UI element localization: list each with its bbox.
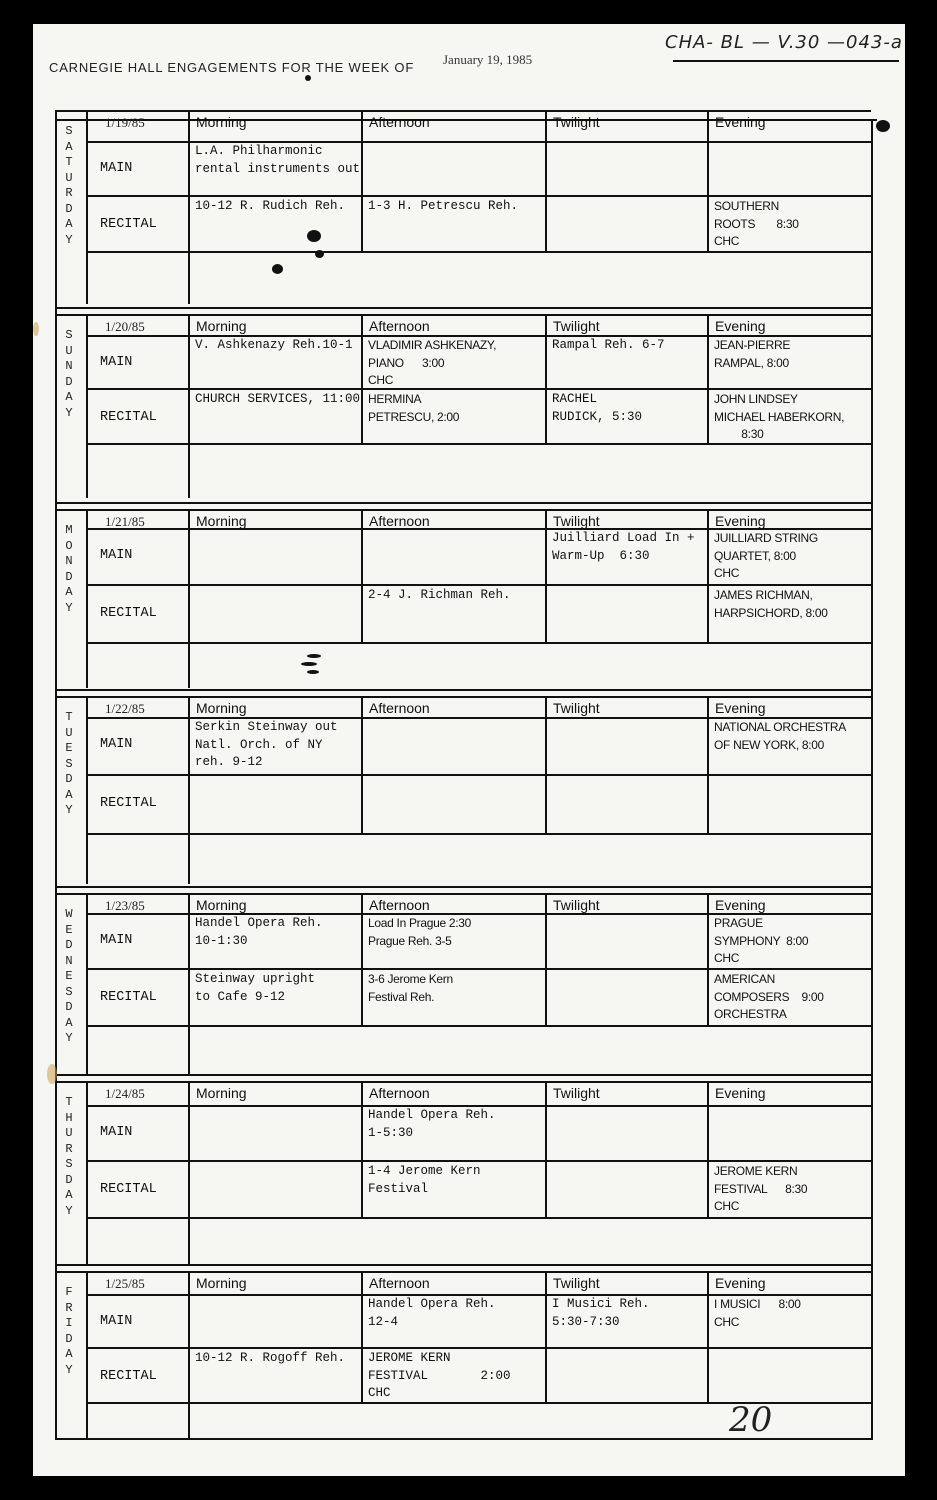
main-evening-cell: JUILLIARD STRING QUARTET, 8:00 CHC bbox=[714, 531, 818, 580]
recital-afternoon-cell: 1-3 H. Petrescu Reh. bbox=[368, 199, 519, 213]
grid-line bbox=[707, 316, 709, 443]
ink-blot bbox=[301, 662, 317, 666]
day-date: 1/24/85 bbox=[105, 1086, 145, 1101]
recital-evening-cell: SOUTHERN ROOTS 8:30 CHC bbox=[714, 199, 799, 248]
slot-heading-afternoon: Afternoon bbox=[369, 700, 430, 716]
slot-heading-morning: Morning bbox=[196, 318, 247, 334]
day-name: F R I D A Y bbox=[65, 1285, 73, 1377]
grid-line bbox=[86, 968, 871, 970]
grid-line bbox=[188, 509, 190, 688]
grid-line bbox=[55, 110, 871, 112]
row-label-main: MAIN bbox=[100, 355, 133, 370]
grid-line bbox=[55, 1271, 871, 1273]
slot-heading-twilight: Twilight bbox=[553, 1085, 600, 1101]
main-evening-cell: NATIONAL ORCHESTRA OF NEW YORK, 8:00 bbox=[714, 720, 846, 752]
grid-line bbox=[55, 1264, 871, 1266]
grid-line bbox=[707, 112, 709, 251]
slot-heading-afternoon: Afternoon bbox=[369, 1275, 430, 1291]
ink-blot bbox=[307, 670, 319, 674]
grid-line bbox=[707, 1083, 709, 1217]
grid-line bbox=[361, 895, 363, 1025]
paper-stain bbox=[33, 322, 39, 336]
code-underline bbox=[673, 60, 899, 62]
recital-afternoon-cell: 2-4 J. Richman Reh. bbox=[368, 588, 511, 602]
day-date: 1/23/85 bbox=[105, 898, 145, 913]
slot-heading-morning: Morning bbox=[196, 1085, 247, 1101]
schedule-sheet bbox=[33, 24, 905, 1476]
main-twilight-cell: Rampal Reh. 6-7 bbox=[552, 338, 665, 352]
main-twilight-cell: I Musici Reh. 5:30-7:30 bbox=[552, 1297, 650, 1329]
page-number: 20 bbox=[729, 1400, 773, 1440]
grid-line bbox=[545, 698, 547, 833]
slot-heading-evening: Evening bbox=[715, 318, 766, 334]
recital-evening-cell: JEROME KERN FESTIVAL 8:30 CHC bbox=[714, 1164, 808, 1213]
row-label-recital: RECITAL bbox=[100, 1182, 157, 1197]
grid-line bbox=[55, 1081, 871, 1083]
grid-line bbox=[86, 1271, 88, 1438]
slot-heading-twilight: Twilight bbox=[553, 700, 600, 716]
row-label-main: MAIN bbox=[100, 1314, 133, 1329]
grid-line bbox=[86, 893, 88, 1076]
grid-line bbox=[55, 893, 871, 895]
day-name: W E D N E S D A Y bbox=[65, 907, 73, 1045]
slot-heading-evening: Evening bbox=[715, 1085, 766, 1101]
row-label-main: MAIN bbox=[100, 737, 133, 752]
main-afternoon-cell: Handel Opera Reh. 1-5:30 bbox=[368, 1108, 496, 1140]
grid-line bbox=[545, 1083, 547, 1217]
ink-blot bbox=[305, 75, 311, 81]
recital-evening-cell: JAMES RICHMAN, HARPSICHORD, 8:00 bbox=[714, 588, 828, 620]
grid-line bbox=[55, 502, 871, 504]
recital-afternoon-cell: 3-6 Jerome Kern Festival Reh. bbox=[368, 972, 453, 1004]
slot-heading-afternoon: Afternoon bbox=[369, 513, 430, 529]
grid-line bbox=[188, 1081, 190, 1264]
main-morning-cell: Serkin Steinway out Natl. Orch. of NY reh. 9-12 bbox=[195, 720, 338, 769]
row-label-main: MAIN bbox=[100, 933, 133, 948]
slot-heading-morning: Morning bbox=[196, 1275, 247, 1291]
recital-morning-cell: 10-12 R. Rudich Reh. bbox=[195, 199, 346, 213]
grid-line bbox=[86, 1347, 871, 1349]
slot-heading-evening: Evening bbox=[715, 897, 766, 913]
grid-line bbox=[361, 511, 363, 642]
grid-line bbox=[188, 893, 190, 1076]
grid-line bbox=[545, 1273, 547, 1402]
grid-line bbox=[545, 511, 547, 642]
slot-heading-twilight: Twilight bbox=[553, 1275, 600, 1291]
row-label-main: MAIN bbox=[100, 161, 133, 176]
grid-line bbox=[361, 316, 363, 443]
slot-heading-twilight: Twilight bbox=[553, 318, 600, 334]
recital-evening-cell: AMERICAN COMPOSERS 9:00 ORCHESTRA bbox=[714, 972, 824, 1021]
main-morning-cell: V. Ashkenazy Reh.10-1 bbox=[195, 338, 353, 352]
grid-line bbox=[545, 316, 547, 443]
grid-line bbox=[86, 584, 871, 586]
row-label-recital: RECITAL bbox=[100, 606, 157, 621]
slot-heading-twilight: Twilight bbox=[553, 897, 600, 913]
row-label-recital: RECITAL bbox=[100, 796, 157, 811]
ink-blot bbox=[307, 230, 321, 242]
grid-line bbox=[55, 314, 871, 316]
archive-code: CHA- BL — V.30 —043-a bbox=[665, 32, 903, 53]
day-date: 1/19/85 bbox=[105, 115, 145, 130]
grid-line bbox=[86, 195, 871, 197]
grid-line bbox=[361, 698, 363, 833]
ink-blot bbox=[272, 264, 283, 274]
recital-twilight-cell: RACHEL RUDICK, 5:30 bbox=[552, 392, 643, 424]
grid-line bbox=[55, 509, 871, 511]
grid-line bbox=[707, 1273, 709, 1402]
row-label-recital: RECITAL bbox=[100, 410, 157, 425]
slot-heading-morning: Morning bbox=[196, 700, 247, 716]
slot-heading-morning: Morning bbox=[196, 114, 247, 130]
grid-line bbox=[86, 110, 88, 304]
slot-heading-evening: Evening bbox=[715, 114, 766, 130]
grid-line bbox=[545, 895, 547, 1025]
row-label-main: MAIN bbox=[100, 548, 133, 563]
row-label-recital: RECITAL bbox=[100, 217, 157, 232]
grid-line bbox=[871, 119, 873, 1440]
grid-line bbox=[55, 886, 871, 888]
recital-afternoon-cell: 1-4 Jerome Kern Festival bbox=[368, 1164, 481, 1196]
main-afternoon-cell: VLADIMIR ASHKENAZY, PIANO 3:00 CHC bbox=[368, 338, 497, 387]
slot-heading-morning: Morning bbox=[196, 897, 247, 913]
week-date: January 19, 1985 bbox=[443, 52, 533, 67]
grid-line bbox=[361, 112, 363, 251]
grid-line bbox=[707, 895, 709, 1025]
slot-heading-twilight: Twilight bbox=[553, 513, 600, 529]
grid-line bbox=[86, 1217, 871, 1219]
main-evening-cell: PRAGUE SYMPHONY 8:00 CHC bbox=[714, 916, 809, 965]
row-label-recital: RECITAL bbox=[100, 990, 157, 1005]
main-morning-cell: Handel Opera Reh. 10-1:30 bbox=[195, 916, 323, 948]
slot-heading-morning: Morning bbox=[196, 513, 247, 529]
row-label-main: MAIN bbox=[100, 1125, 133, 1140]
grid-line bbox=[86, 642, 871, 644]
grid-line bbox=[55, 307, 871, 309]
paper-stain bbox=[47, 1064, 57, 1084]
row-label-recital: RECITAL bbox=[100, 1369, 157, 1384]
day-name: S U N D A Y bbox=[65, 328, 73, 420]
grid-line bbox=[86, 251, 871, 253]
slot-heading-afternoon: Afternoon bbox=[369, 114, 430, 130]
day-name: S A T U R D A Y bbox=[65, 124, 73, 247]
grid-line bbox=[361, 1083, 363, 1217]
grid-line bbox=[188, 1271, 190, 1438]
day-name: M O N D A Y bbox=[65, 523, 73, 615]
slot-heading-twilight: Twilight bbox=[553, 114, 600, 130]
day-name: T U E S D A Y bbox=[65, 710, 73, 817]
grid-line bbox=[86, 509, 88, 688]
ink-blot bbox=[315, 250, 324, 258]
grid-line bbox=[188, 110, 190, 304]
grid-line bbox=[55, 1074, 871, 1076]
day-date: 1/20/85 bbox=[105, 319, 145, 334]
slot-heading-evening: Evening bbox=[715, 1275, 766, 1291]
recital-afternoon-cell: JEROME KERN FESTIVAL 2:00 CHC bbox=[368, 1351, 511, 1400]
grid-line bbox=[86, 314, 88, 498]
main-twilight-cell: Juilliard Load In + Warm-Up 6:30 bbox=[552, 531, 695, 563]
grid-line bbox=[55, 689, 871, 691]
grid-line bbox=[188, 314, 190, 498]
grid-line bbox=[707, 698, 709, 833]
main-morning-cell: L.A. Philharmonic rental instruments out bbox=[195, 144, 361, 176]
day-name: T H U R S D A Y bbox=[65, 1095, 73, 1218]
slot-heading-afternoon: Afternoon bbox=[369, 897, 430, 913]
day-date: 1/25/85 bbox=[105, 1276, 145, 1291]
slot-heading-afternoon: Afternoon bbox=[369, 318, 430, 334]
slot-heading-evening: Evening bbox=[715, 700, 766, 716]
recital-morning-cell: 10-12 R. Rogoff Reh. bbox=[195, 1351, 346, 1365]
grid-line bbox=[188, 696, 190, 884]
grid-line bbox=[55, 696, 871, 698]
recital-morning-cell: CHURCH SERVICES, 11:00 bbox=[195, 392, 361, 406]
grid-line bbox=[361, 1273, 363, 1402]
grid-line bbox=[545, 112, 547, 251]
grid-line bbox=[86, 1025, 871, 1027]
day-date: 1/21/85 bbox=[105, 514, 145, 529]
main-evening-cell: I MUSICI 8:00 CHC bbox=[714, 1297, 801, 1329]
recital-morning-cell: Steinway upright to Cafe 9-12 bbox=[195, 972, 316, 1004]
grid-line bbox=[86, 1081, 88, 1264]
grid-line bbox=[707, 511, 709, 642]
slot-heading-afternoon: Afternoon bbox=[369, 1085, 430, 1101]
grid-line bbox=[86, 774, 871, 776]
ink-blot bbox=[307, 654, 321, 658]
ink-blot bbox=[876, 120, 890, 132]
main-afternoon-cell: Handel Opera Reh. 12-4 bbox=[368, 1297, 496, 1329]
recital-evening-cell: JOHN LINDSEY MICHAEL HABERKORN, 8:30 bbox=[714, 392, 845, 441]
slot-heading-evening: Evening bbox=[715, 513, 766, 529]
recital-afternoon-cell: HERMINA PETRESCU, 2:00 bbox=[368, 392, 460, 424]
sheet-title: CARNEGIE HALL ENGAGEMENTS FOR THE WEEK OF bbox=[49, 60, 415, 75]
grid-line bbox=[86, 696, 88, 884]
day-date: 1/22/85 bbox=[105, 701, 145, 716]
grid-line bbox=[86, 833, 871, 835]
main-afternoon-cell: Load In Prague 2:30 Prague Reh. 3-5 bbox=[368, 916, 472, 948]
main-evening-cell: JEAN-PIERRE RAMPAL, 8:00 bbox=[714, 338, 791, 370]
grid-line bbox=[86, 1160, 871, 1162]
